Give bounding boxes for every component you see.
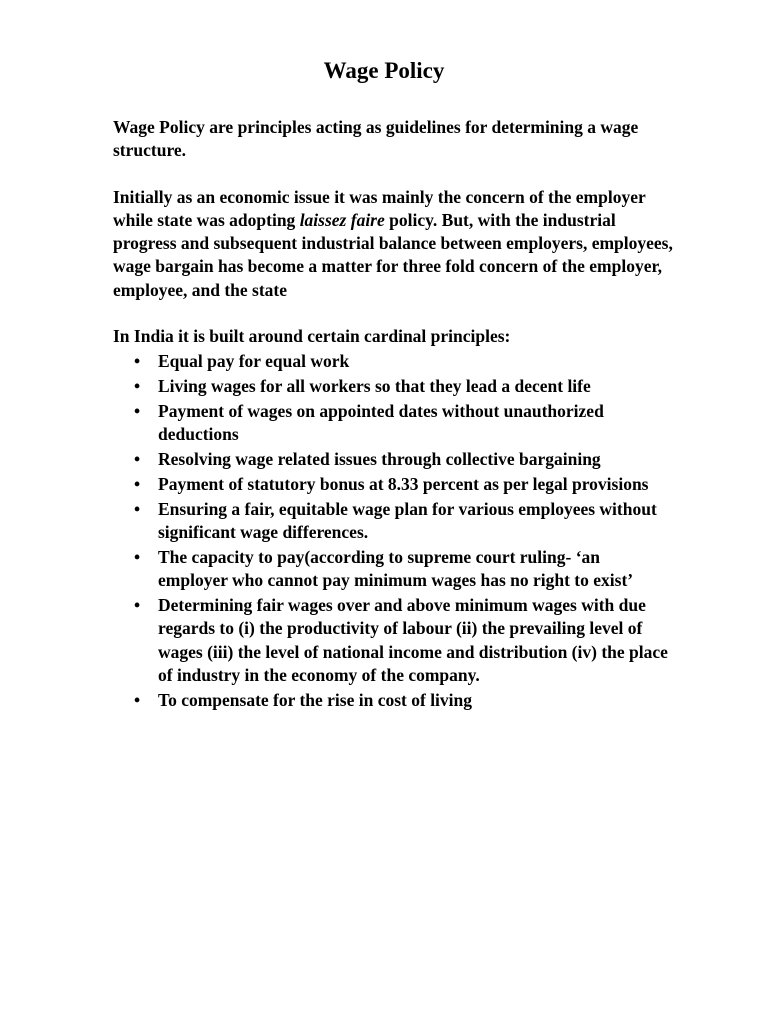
concern-text-start: Initially as an economic issue it was mainly the concern of the employer while state was adopting <box>113 186 646 230</box>
list-item <box>113 498 673 545</box>
list-item-text: Equal pay for equal work <box>158 350 350 371</box>
bullet-icon: • <box>134 400 141 421</box>
list-intro: In India it is built around certain cardinal principles: <box>113 326 511 347</box>
principles-list <box>113 350 673 712</box>
laissez-faire-term: laissez faire <box>299 209 385 230</box>
list-item <box>113 350 673 373</box>
bullet-icon: • <box>134 375 141 396</box>
list-item-text: Payment of statutory bonus at 8.33 percent as per legal provisions <box>158 473 649 494</box>
list-item <box>113 689 673 712</box>
list-item-text: To compensate for the rise in cost of living <box>158 689 473 710</box>
bullet-icon: • <box>134 546 141 567</box>
bullet-icon: • <box>134 498 141 519</box>
page-title: Wage Policy <box>323 58 445 83</box>
intro-paragraph: Wage Policy are principles acting as guidelines for determining a wage structure. <box>113 117 639 161</box>
list-item <box>113 546 673 593</box>
list-item-text: Ensuring a fair, equitable wage plan for various employees without significant wage differences. <box>158 498 657 543</box>
bullet-icon: • <box>134 595 141 616</box>
list-item <box>113 400 673 447</box>
bullet-icon: • <box>134 350 141 371</box>
concern-text-end: policy. But, with the industrial progress and subsequent industrial balance between employers, employees, wage bargain has become a matter for three fold concern of the employer, employee, and the state <box>113 209 673 300</box>
concern-paragraph <box>113 186 673 302</box>
list-item <box>113 594 673 687</box>
list-item <box>113 448 673 471</box>
bullet-icon: • <box>134 689 141 710</box>
list-item-text: Determining fair wages over and above minimum wages with due regards to (i) the productivity of labour (ii) the prevailing level of wages (iii) the level of national income and distribution (iv) the place of industry in the economy of the company. <box>158 595 668 685</box>
list-item <box>113 375 673 398</box>
list-item-text: Resolving wage related issues through collective bargaining <box>158 448 601 469</box>
list-item-text: Living wages for all workers so that they lead a decent life <box>158 375 591 396</box>
bullet-icon: • <box>134 473 141 494</box>
list-item <box>113 473 673 496</box>
bullet-icon: • <box>134 448 141 469</box>
document-body <box>113 116 673 712</box>
list-item-text: Payment of wages on appointed dates without unauthorized deductions <box>158 400 604 445</box>
list-item-text: The capacity to pay(according to supreme court ruling- ‘an employer who cannot pay minimum wages has no right to exist’ <box>158 546 634 591</box>
